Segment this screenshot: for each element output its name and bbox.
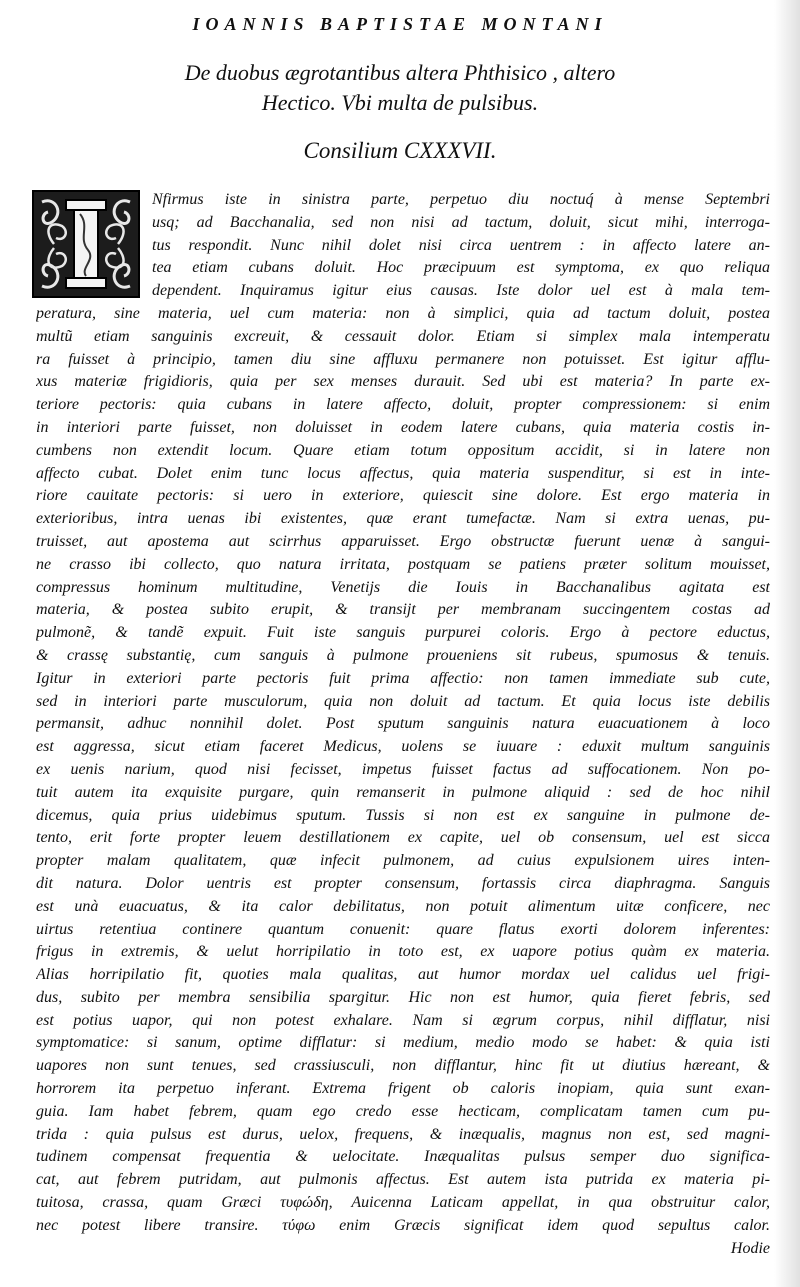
text-line: est unà euacuatus, & ita calor debilitatus, non potuit alimentum uitæ conficere, nec [36,897,770,915]
text-line: teriore pectoris: quia cubans in latere affecto, doluit, propter compressionem: si enim [36,396,770,414]
text-line: xus materiæ frigidioris, quia per sex menses durauit. Sed ubi est materia? In parte ex- [36,373,770,391]
text-line: riore cauitate pectoris: si uero in exteriore, quiescit sine dolore. Est ergo materia in [36,487,770,505]
text-line: est potius uapor, qui non potest exhalare. Nam si ægrum corpus, nihil difflatur, nisi [36,1011,770,1029]
text-line: ne crasso ibi collecto, quo natura irritata, postquam se patiens præter solitum mouisset, [36,555,770,573]
page-edge-shadow [774,0,800,1287]
text-line: uirtus retentiua continere quantum conuenit: quare flatus exorti dolorem inferentes: [36,920,770,938]
text-line: cat, aut febrem putridam, aut pulmonis affectus. Est autem ista putrida ex materia pi- [36,1171,770,1189]
text-line: usq; ad Bacchanalia, sed non nisi ad tactum, doluit, sicut mihi, interroga- [152,213,770,231]
text-line: tuit autem ita exquisite purgare, quin remanserit in pulmone aliquid : sed de hoc nihil [36,783,770,801]
text-line: tudinem compensat frequentia & uelocitate. Inæqualitas pulsus semper duo significa- [36,1148,770,1166]
text-line: exterioribus, intra uenas ibi existentes, quæ erant tumefactæ. Nam si extra uenas, pu- [36,510,770,528]
consilium-heading [0,58,800,118]
text-line: tento, erit forte propter leuem destillationem ex capite, uel ob consensum, uel est sicca [36,829,770,847]
text-line: dicemus, quia prius uidebimus sputum. Tussis si non est ex sanguine in pulmone de- [36,806,770,824]
text-line: pulmonẽ, & tandẽ expuit. Fuit iste sanguis purpurei coloris. Ergo à pectore eductus, [36,624,770,642]
text-line: Igitur in exteriori parte pectoris fuit prima affectio: non tamen immediate sub cute, [36,669,770,687]
text-line: dit natura. Dolor uentris est propter consensum, fortassis circa diaphragma. Sanguis [36,874,770,892]
text-line: guia. Iam habet febrem, quam ego credo esse hecticam, complicatam tamen cum pu- [36,1102,770,1120]
text-line: in interiori parte fuisset, non doluisset in eodem latere cubans, quia materia costis in- [36,418,770,436]
heading-line: De duobus ægrotantibus altera Phthisico , altero [184,60,616,85]
text-line: compressus hominum multitudine, Venetijs die Iouis in Bacchanalibus agitata est [36,578,770,596]
text-line: nec potest libere transire. τύφω enim Græcis significat idem quod sepultus calor. [36,1216,770,1234]
consilium-body [36,189,770,1238]
text-line: tuitosa, crassa, quam Græci τυφώδη, Auicenna Laticam appellat, in qua obstruitur calor, [36,1194,770,1212]
text-line: dependent. Inquiramus igitur eius causas. Iste dolor uel est à mala tem- [152,282,770,300]
running-head: IOANNIS BAPTISTAE MONTANI [192,14,608,34]
text-line: multũ etiam sanguinis excreuit, & cessauit dolor. Etiam si simplex mala intemperatu [36,327,770,345]
text-line: uapores non sunt tenues, sed crassiusculi, non difflantur, hinc fit ut diutius hæreant, & [36,1057,770,1075]
text-line: & crassę substantię, cum sanguis à pulmone proueniens sit rubeus, spumosus & tenuis. [36,646,770,664]
text-line: est aggressa, sicut etiam faceret Medicus, uolens se iuuare : eduxit multum sanguinis [36,738,770,756]
text-line: trida : quia pulsus est durus, uelox, frequens, & inæqualis, magnus non est, sed magni- [36,1125,770,1143]
heading-line: Hectico. Vbi multa de pulsibus. [261,90,539,115]
text-line: Nfirmus iste in sinistra parte, perpetuo diu noctuq́ à mense Septembri [152,191,770,208]
text-line: ra fuisset à principio, tamen diu sine affluxu permanere non potuisset. Est igitur afflu- [36,350,770,368]
text-line: sed in interiori parte musculorum, quia non doluit ad tactum. Et quia locus iste debilis [36,692,770,710]
text-line: propter malam qualitatem, quæ infecit pulmonem, ad cuius expulsionem uires inten- [36,852,770,870]
text-line: frigus in extremis, & uelut horripilatio in toto est, ex uapore potius quàm ex materia. [36,943,770,961]
text-line: symptomatice: si sanum, optime difflatur: si medium, medio modo se habet: & quia isti [36,1034,770,1052]
text-line: Alias horripilatio fit, quoties mala qualitas, aut humor mordax uel calidus uel frigi- [36,966,770,984]
consilium-number: Consilium CXXXVII. [303,138,497,163]
text-line: cumbens non extendit locum. Quare etiam totum oppositum accidit, si in latere non [36,441,770,459]
text-line: materia, & postea subito erupit, & transijt per membranam succingentem costas ad [36,601,770,619]
text-line: horrorem ita perpetuo inferant. Extrema frigent ob caloris inopiam, quia sunt exan- [36,1080,770,1098]
text-line: permansit, adhuc nonnihil dolet. Post sputum sanguinis natura euacuationem à loco [36,715,770,733]
text-line: tus respondit. Nunc nihil dolet nisi circa uentrem : in affecto latere an- [152,236,770,254]
text-line: ex uenis narium, quod nisi fecisset, impetus fuisset factus ad suffocationem. Non po- [36,760,770,778]
text-line: peratura, sine materia, uel cum materia: non à simplici, quia ad tactum doluit, postea [36,304,770,322]
catchword: Hodie [730,1240,770,1257]
text-line: truisset, aut apostema aut scirrhus apparuisset. Ergo obstructæ fuerunt uenæ à sangui- [36,532,770,550]
text-line: tea etiam cubans doluit. Hoc præcipuum est symptoma, ex quo reliqua [152,259,770,277]
text-line: affecto cubat. Dolet enim tunc locus affectus, quia materia suspenditur, si est in inte- [36,464,770,482]
text-line: dus, subito per membra sensibilia spargitur. Hic non est humor, quia fieret febris, sed [36,988,770,1006]
